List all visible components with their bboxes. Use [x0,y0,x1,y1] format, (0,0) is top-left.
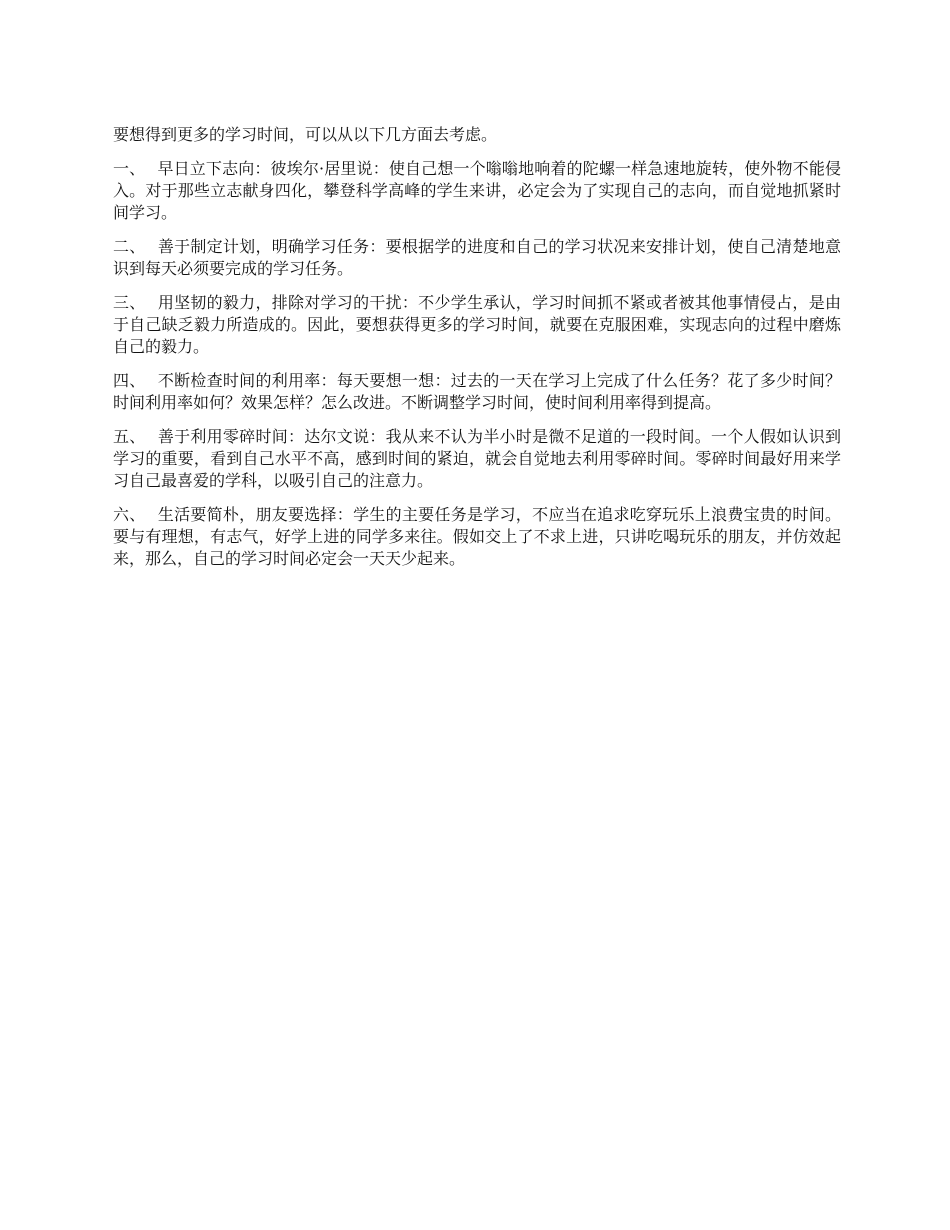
section-5 [113,426,841,492]
section-number: 五、 [113,427,146,446]
section-heading: 善于利用零碎时间： [157,427,305,446]
section-heading: 善于制定计划，明确学习任务： [157,237,386,256]
section-number: 二、 [113,237,146,256]
section-heading: 不断检查时间的利用率： [157,371,337,390]
section-body: 每天要想一想：过去的一天在学习上完成了什么任务？花了多少时间？时间利用率如何？效果怎样？怎么改进。不断调整学习时间，使时间利用率得到提高。 [113,371,841,412]
section-body: 不少学生承认，学习时间抓不紧或者被其他事情侵占，是由于自己缺乏毅力所造成的。因此，要想获得更多的学习时间，就要在克服困难，实现志向的过程中磨炼自己的毅力。 [113,293,841,356]
document-page [113,124,841,582]
section-number: 四、 [113,371,146,390]
section-body: 学生的主要任务是学习，不应当在追求吃穿玩乐上浪费宝贵的时间。要与有理想，有志气，好学上进的同学多来往。假如交上了不求上进，只讲吃喝玩乐的朋友，并仿效起来，那么，自己的学习时间必定会一天天少起来。 [113,505,841,568]
section-number: 三、 [113,293,146,312]
section-body: 要根据学的进度和自己的学习状况来安排计划，使自己清楚地意识到每天必须要完成的学习任务。 [113,237,841,278]
intro-paragraph: 要想得到更多的学习时间，可以从以下几方面去考虑。 [113,125,498,144]
section-body: 彼埃尔·居里说：使自己想一个嗡嗡地响着的陀螺一样急速地旋转，使外物不能侵入。对于那些立志献身四化，攀登科学高峰的学生来讲，必定会为了实现自己的志向，而自觉地抓紧时间学习。 [113,159,841,222]
section-body: 达尔文说：我从来不认为半小时是微不足道的一段时间。一个人假如认识到学习的重要，看到自己水平不高，感到时间的紧迫，就会自觉地去利用零碎时间。零碎时间最好用来学习自己最喜爱的学科，以吸引自己的注意力。 [113,427,841,490]
section-heading: 生活要简朴，朋友要选择： [157,505,354,524]
section-number: 六、 [113,505,146,524]
section-3 [113,292,841,358]
section-heading: 早日立下志向： [157,159,271,178]
section-2 [113,236,841,280]
section-heading: 用坚韧的毅力，排除对学习的干扰： [157,293,419,312]
section-1 [113,158,841,224]
section-4 [113,370,841,414]
section-6 [113,504,841,570]
section-number: 一、 [113,159,146,178]
